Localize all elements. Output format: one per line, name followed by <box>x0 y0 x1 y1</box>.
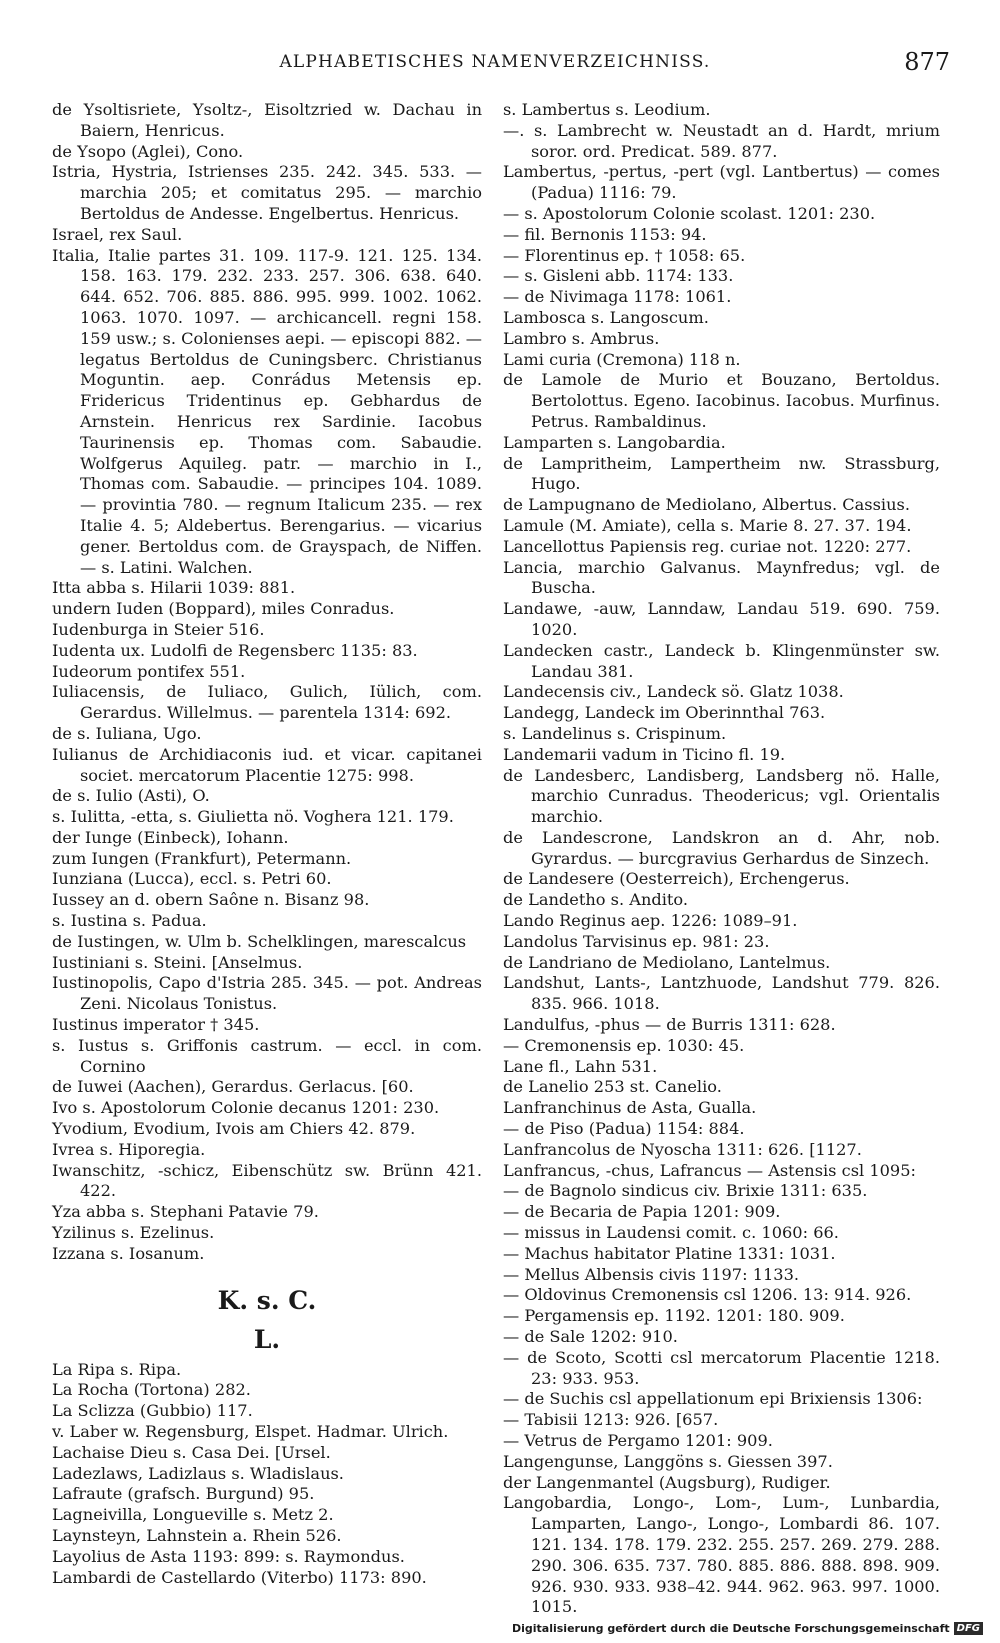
index-entry: de Landesere (Oesterreich), Erchengerus. <box>503 869 850 889</box>
index-entry: s. Iustus s. Griffonis castrum. — eccl. in com. Cornino <box>52 1035 482 1076</box>
index-entry: — Florentinus ep. † 1058: 65. <box>503 245 746 265</box>
index-entry: Landemarii vadum in Ticino fl. 19. <box>503 744 786 764</box>
section-heading-l: L. <box>253 1324 281 1354</box>
index-entry: Lachaise Dieu s. Casa Dei. [Ursel. <box>52 1442 331 1462</box>
right-column <box>503 100 940 1618</box>
index-entry: — Mellus Albensis civis 1197: 1133. <box>503 1264 800 1284</box>
index-entry: Yza abba s. Stephani Patavie 79. <box>52 1202 319 1222</box>
index-entry: de Landriano de Mediolano, Lantelmus. <box>503 952 831 972</box>
index-entry: — de Becaria de Papia 1201: 909. <box>503 1202 781 1222</box>
index-entry: de Lampugnano de Mediolano, Albertus. Cassius. <box>503 495 910 515</box>
index-entry: Lambosca s. Langoscum. <box>503 307 709 327</box>
index-entry: de Landesberc, Landisberg, Landsberg nö. Halle, marchio Cunradus. Theodericus; vgl. Orientalis marchio. <box>503 765 940 827</box>
credit-text: Digitalisierung gefördert durch die Deutsche Forschungsgemeinschaft <box>511 1622 950 1635</box>
index-entry: de Iuwei (Aachen), Gerardus. Gerlacus. [60. <box>52 1077 414 1097</box>
left-entries <box>52 100 482 1265</box>
index-entry: der Iunge (Einbeck), Iohann. <box>52 827 289 847</box>
index-entry: Laynsteyn, Lahnstein a. Rhein 526. <box>52 1526 342 1545</box>
index-entry: Iuliacensis, de Iuliaco, Gulich, Iülich, com. Gerardus. Willelmus. — parentela 1314: 692. <box>52 682 482 723</box>
index-entry: La Sclizza (Gubbio) 117. <box>52 1401 253 1421</box>
index-entry: Layolius de Asta 1193: 899: s. Raymondus. <box>52 1546 405 1566</box>
index-entry: Yzilinus s. Ezelinus. <box>52 1223 215 1243</box>
section-heading-k: K. s. C. <box>217 1285 317 1315</box>
index-entry: — de Sale 1202: 910. <box>503 1327 678 1347</box>
index-entry: Lanfrancolus de Nyoscha 1311: 626. [1127. <box>503 1139 862 1159</box>
index-entry: Iudenta ux. Ludolfi de Regensberc 1135: 83. <box>52 640 418 660</box>
index-entry: — Machus habitator Platine 1331: 1031. <box>503 1243 836 1263</box>
index-entry: zum Iungen (Frankfurt), Petermann. <box>52 848 352 868</box>
index-entry: de Landetho s. Andito. <box>503 890 689 910</box>
index-entry: Istria, Hystria, Istrienses 235. 242. 345. 533. — marchia 205; et comitatus 295. — marchio Bertoldus de Andesse. Engelbertus. Henricus. <box>52 162 482 223</box>
index-entry: Landecken castr., Landeck b. Klingenmünster sw. Landau 381. <box>503 640 940 681</box>
index-entry: Iustiniani s. Steini. [Anselmus. <box>52 952 303 972</box>
index-entry: s. Landelinus s. Crispinum. <box>503 723 727 743</box>
index-entry: Israel, rex Saul. <box>52 224 183 244</box>
left-entries-l <box>52 1360 482 1589</box>
index-entry: Lambertus, -pertus, -pert (vgl. Lantbertus) — comes (Padua) 1116: 79. <box>503 162 940 203</box>
index-entry: Langobardia, Longo-, Lom-, Lum-, Lunbardia, Lamparten, Lango-, Longo-, Lombardi 86. 107. 121. 134. 178. 179. 232. 255. 257. 269. 279. 288. 290. 306. 635. 737. 780. 885. 886. 888. 898. 909. 926. 930. 933. 938–42. 944. 962. 963. 997. 1000. 1015. <box>503 1493 940 1617</box>
index-entry: — s. Gisleni abb. 1174: 133. <box>503 266 734 286</box>
index-entry: Ladezlaws, Ladizlaus s. Wladislaus. <box>52 1463 344 1483</box>
index-entry: Lagneivilla, Longueville s. Metz 2. <box>52 1505 334 1525</box>
index-entry: Lamule (M. Amiate), cella s. Marie 8. 27. 37. 194. <box>503 515 912 535</box>
index-entry: de s. Iulio (Asti), O. <box>52 786 210 806</box>
index-entry: — s. Apostolorum Colonie scolast. 1201: 230. <box>503 203 876 223</box>
index-entry: de Lampritheim, Lampertheim nw. Strassburg, Hugo. <box>503 453 940 494</box>
index-entry: Lafraute (grafsch. Burgund) 95. <box>52 1484 315 1504</box>
index-entry: Landegg, Landeck im Oberinnthal 763. <box>503 703 826 723</box>
index-entry: de Landescrone, Landskron an d. Ahr, nob. Gyrardus. — burcgravius Gerhardus de Sinzech. <box>503 827 940 868</box>
index-entry: Iudenburga in Steier 516. <box>52 619 265 639</box>
index-entry: Lamparten s. Langobardia. <box>503 432 726 452</box>
index-entry: de Ysopo (Aglei), Cono. <box>52 141 244 161</box>
index-entry: Langengunse, Langgöns s. Giessen 397. <box>503 1451 833 1471</box>
index-entry: de Ysoltisriete, Ysoltz-, Eisoltzried w. Dachau in Baiern, Henricus. <box>52 100 482 140</box>
index-entry: — missus in Laudensi comit. c. 1060: 66. <box>503 1223 839 1243</box>
index-entry: Lancellottus Papiensis reg. curiae not. 1220: 277. <box>503 536 912 556</box>
index-entry: — Oldovinus Cremonensis csl 1206. 13: 914. 926. <box>503 1285 912 1305</box>
dfg-logo: DFG <box>954 1622 983 1635</box>
index-entry: La Rocha (Tortona) 282. <box>52 1380 251 1400</box>
index-entry: Yvodium, Evodium, Ivois am Chiers 42. 879. <box>52 1119 416 1139</box>
index-entry: — de Scoto, Scotti csl mercatorum Placentie 1218. 23: 933. 953. <box>503 1347 940 1388</box>
index-entry: Lami curia (Cremona) 118 n. <box>503 349 741 369</box>
index-entry: — Vetrus de Pergamo 1201: 909. <box>503 1431 773 1450</box>
right-entries <box>503 100 940 1618</box>
index-entry: Iustinopolis, Capo d'Istria 285. 345. — pot. Andreas Zeni. Nicolaus Tonistus. <box>52 973 482 1014</box>
page-header <box>40 48 950 82</box>
index-entry: La Ripa s. Ripa. <box>52 1359 182 1379</box>
index-entry: de Lanelio 253 st. Canelio. <box>503 1077 722 1097</box>
index-entry: undern Iuden (Boppard), miles Conradus. <box>52 599 395 619</box>
index-entry: — de Piso (Padua) 1154: 884. <box>503 1119 745 1139</box>
page-number: 877 <box>904 48 950 76</box>
index-entry: Iustinus imperator † 345. <box>52 1015 260 1035</box>
index-entry: v. Laber w. Regensburg, Elspet. Hadmar. Ulrich. <box>52 1422 449 1442</box>
index-entry: s. Lambertus s. Leodium. <box>503 100 711 119</box>
index-entry: Lane fl., Lahn 531. <box>503 1056 658 1076</box>
digitization-credit <box>512 1622 983 1635</box>
index-entry: Iwanschitz, -schicz, Eibenschütz sw. Brünn 421. 422. <box>52 1160 482 1201</box>
index-entry: — Pergamensis ep. 1192. 1201: 180. 909. <box>503 1306 845 1326</box>
index-entry: s. Iustina s. Padua. <box>52 911 207 931</box>
index-entry: Itta abba s. Hilarii 1039: 881. <box>52 578 296 598</box>
index-entry: — de Bagnolo sindicus civ. Brixie 1311: 635. <box>503 1181 868 1201</box>
index-entry: s. Iulitta, -etta, s. Giulietta nö. Voghera 121. 179. <box>52 807 454 827</box>
index-entry: Lanfranchinus de Asta, Gualla. <box>503 1098 757 1118</box>
index-entry: Lando Reginus aep. 1226: 1089–91. <box>503 911 798 931</box>
index-entry: —. s. Lambrecht w. Neustadt an d. Hardt, mrium soror. ord. Predicat. 589. 877. <box>503 120 940 161</box>
index-entry: Iussey an d. obern Saône n. Bisanz 98. <box>52 890 370 910</box>
index-entry: Lanfrancus, -chus, Lafrancus — Astensis csl 1095: <box>503 1160 916 1180</box>
index-entry: Lambro s. Ambrus. <box>503 328 660 348</box>
index-entry: Iulianus de Archidiaconis iud. et vicar. capitanei societ. mercatorum Placentie 1275: 998. <box>52 744 482 785</box>
index-entry: de Iustingen, w. Ulm b. Schelklingen, marescalcus <box>52 931 467 951</box>
index-entry: de s. Iuliana, Ugo. <box>52 723 202 743</box>
running-title: ALPHABETISCHES NAMENVERZEICHNISS. <box>279 52 711 72</box>
index-entry: Ivrea s. Hiporegia. <box>52 1139 206 1159</box>
index-entry: Landawe, -auw, Lanndaw, Landau 519. 690. 759. 1020. <box>503 599 940 639</box>
index-entry: der Langenmantel (Augsburg), Rudiger. <box>503 1472 831 1492</box>
index-entry: — Cremonensis ep. 1030: 45. <box>503 1035 745 1055</box>
index-entry: Iudeorum pontifex 551. <box>52 661 246 681</box>
index-entry: Iunziana (Lucca), eccl. s. Petri 60. <box>52 869 332 889</box>
index-entry: Landecensis civ., Landeck sö. Glatz 1038. <box>503 682 844 702</box>
index-entry: — de Suchis csl appellationum epi Brixiensis 1306: <box>503 1389 923 1409</box>
index-entry: Italia, Italie partes 31. 109. 117-9. 121. 125. 134. 158. 163. 179. 232. 233. 257. 306. 638. 640. 644. 652. 706. 885. 886. 995. 999. 1002. 1062. 1063. 1070. 1097. — archicancell. regni 158. 159 usw.; s. Colonienses aepi. — episcopi 882. — legatus Bertoldus de Cuningsberc. Christianus Moguntin. aep. Conrádus Metensis ep. Fridericus Tridentinus ep. Gebhardus de Arnstein. Henricus rex Sardinie. Iacobus Taurinensis ep. Thomas com. Sabaudie. Wolfgerus Aquileg. patr. — marchio in I., Thomas com. Sabaudie. — principes 104. 1089. — provintia 780. — regnum Italicum 235. — rex Italie 4. 5; Aldebertus. Berengarius. — vicarius gener. Bertoldus com. de Grayspach, de Niffen. — s. Latini. Walchen. <box>52 245 482 577</box>
index-entry: — Tabisii 1213: 926. [657. <box>503 1410 719 1430</box>
index-entry: — fil. Bernonis 1153: 94. <box>503 224 707 244</box>
index-entry: — de Nivimaga 1178: 1061. <box>503 287 732 307</box>
index-entry: Izzana s. Iosanum. <box>52 1243 205 1263</box>
index-entry: Lambardi de Castellardo (Viterbo) 1173: 890. <box>52 1567 427 1587</box>
index-entry: de Lamole de Murio et Bouzano, Bertoldus. Bertolottus. Egeno. Iacobinus. Iacobus. Murfinus. Petrus. Rambaldinus. <box>503 370 940 431</box>
index-entry: Lancia, marchio Galvanus. Maynfredus; vgl. de Buscha. <box>503 557 940 598</box>
index-entry: Landshut, Lants-, Lantzhuode, Landshut 779. 826. 835. 966. 1018. <box>503 973 940 1014</box>
left-column <box>52 100 482 1588</box>
index-entry: Landulfus, -phus — de Burris 1311: 628. <box>503 1015 836 1035</box>
index-entry: Landolus Tarvisinus ep. 981: 23. <box>503 931 770 951</box>
index-entry: Ivo s. Apostolorum Colonie decanus 1201: 230. <box>52 1098 440 1118</box>
